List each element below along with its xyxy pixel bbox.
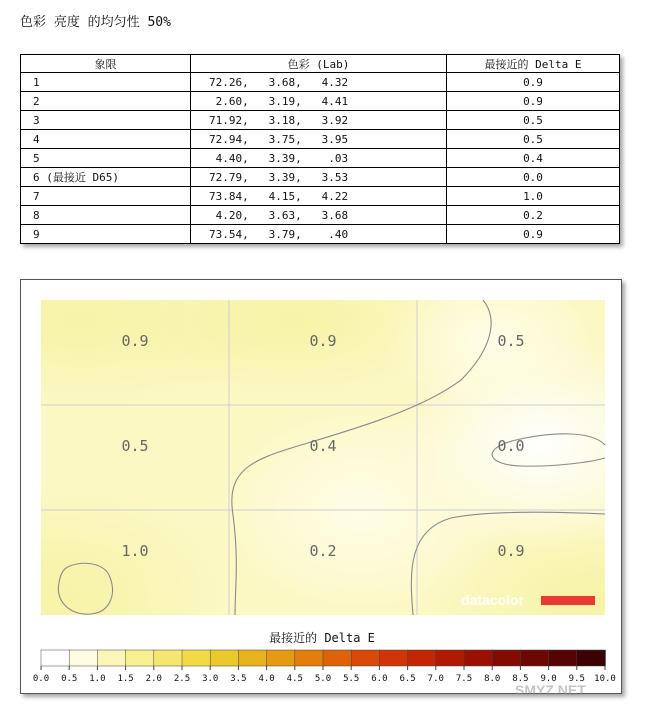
scale-tick-label: 2.0 [145,674,162,684]
scale-swatch [379,650,408,666]
brand-logo-bar [541,596,595,605]
lab-cell: 4.20, 3.63, 3.68 [191,206,447,225]
table-row [21,111,620,130]
table-row [21,73,620,92]
quadrant-cell: 7 [21,187,191,206]
scale-tick-label: 6.0 [371,674,388,684]
scale-tick-label: 1.5 [117,674,134,684]
scale-tick-label: 3.5 [230,674,247,684]
scale-swatch [126,650,155,666]
header-lab: 色彩 (Lab) [191,55,447,73]
scale-tick-label: 6.5 [399,674,416,684]
scale-swatch [267,650,296,666]
scale-tick-label: 5.0 [314,674,332,684]
scale-tick-label: 0.5 [61,674,78,684]
delta-cell: 0.5 [447,130,620,149]
scale-tick-label: 5.5 [343,674,360,684]
header-delta: 最接近的 Delta E [447,55,620,73]
scale-tick-label: 7.0 [427,674,444,684]
lab-cell: 72.94, 3.75, 3.95 [191,130,447,149]
watermark: SMYZ.NET [515,682,586,698]
lab-cell: 73.54, 3.79, .40 [191,225,447,244]
delta-cell: 0.9 [447,73,620,92]
delta-cell: 0.2 [447,206,620,225]
quadrant-cell: 6 (最接近 D65) [21,168,191,187]
delta-cell: 0.9 [447,92,620,111]
quadrant-cell: 2 [21,92,191,111]
quadrant-cell: 3 [21,111,191,130]
scale-swatch [323,650,352,666]
scale-tick-label: 3.0 [202,674,219,684]
scale-swatch [154,650,183,666]
lab-table [20,54,620,244]
scale-tick-label: 10.0 [594,674,616,684]
color-scale [41,650,606,666]
scale-tick-label: 7.5 [455,674,473,684]
uniformity-heatmap [21,280,621,693]
table-row [21,225,620,244]
cell-value-7: 1.0 [121,542,149,560]
lab-cell: 71.92, 3.18, 3.92 [191,111,447,130]
delta-cell: 0.9 [447,225,620,244]
quadrant-cell: 5 [21,149,191,168]
lab-cell: 2.60, 3.19, 4.41 [191,92,447,111]
table-row [21,149,620,168]
table-row [21,187,620,206]
scale-tick-label: 1.0 [89,674,106,684]
delta-cell: 0.0 [447,168,620,187]
scale-swatch [210,650,239,666]
cell-value-2: 0.9 [309,332,337,350]
scale-swatch [41,650,70,666]
cell-value-6: 0.0 [497,437,525,455]
scale-swatch [492,650,521,666]
table-row [21,92,620,111]
quadrant-cell: 4 [21,130,191,149]
scale-tick-label: 9.0 [540,674,557,684]
scale-tick-label: 8.5 [512,674,529,684]
cell-value-3: 0.5 [497,332,525,350]
lab-cell: 4.40, 3.39, .03 [191,149,447,168]
cell-value-5: 0.4 [309,437,337,455]
cell-value-1: 0.9 [121,332,149,350]
scale-swatch [408,650,437,666]
brand-logo-text: datacolor [461,592,525,608]
scale-swatch [577,650,606,666]
quadrant-cell: 1 [21,73,191,92]
table-row [21,206,620,225]
cell-value-9: 0.9 [497,542,525,560]
delta-cell: 0.5 [447,111,620,130]
scale-swatch [97,650,126,666]
scale-swatch [520,650,549,666]
scale-tick-label: 4.0 [258,674,275,684]
table-row [21,130,620,149]
cell-value-4: 0.5 [121,437,149,455]
delta-cell: 0.4 [447,149,620,168]
scale-tick-label: 0.0 [32,674,50,684]
delta-cell: 1.0 [447,187,620,206]
lab-cell: 72.79, 3.39, 3.53 [191,168,447,187]
header-quadrant: 象限 [21,55,191,73]
lab-cell: 73.84, 4.15, 4.22 [191,187,447,206]
scale-swatch [549,650,578,666]
scale-swatch [464,650,493,666]
quadrant-cell: 8 [21,206,191,225]
scale-tick-label: 2.5 [173,674,191,684]
cell-value-8: 0.2 [309,542,337,560]
scale-tick-label: 8.0 [484,674,501,684]
scale-swatch [238,650,267,666]
uniformity-chart-panel [20,279,622,694]
scale-swatch [69,650,98,666]
table-row [21,168,620,187]
quadrant-cell: 9 [21,225,191,244]
scale-swatch [295,650,324,666]
lab-cell: 72.26, 3.68, 4.32 [191,73,447,92]
scale-tick-label: 9.5 [568,674,585,684]
scale-swatch [351,650,380,666]
scale-swatch [436,650,465,666]
table-header-row [21,55,620,73]
legend-title: 最接近的 Delta E [269,631,375,645]
page-title: 色彩 亮度 的均匀性 50% [20,15,171,30]
scale-swatch [182,650,211,666]
scale-tick-label: 4.5 [286,674,303,684]
